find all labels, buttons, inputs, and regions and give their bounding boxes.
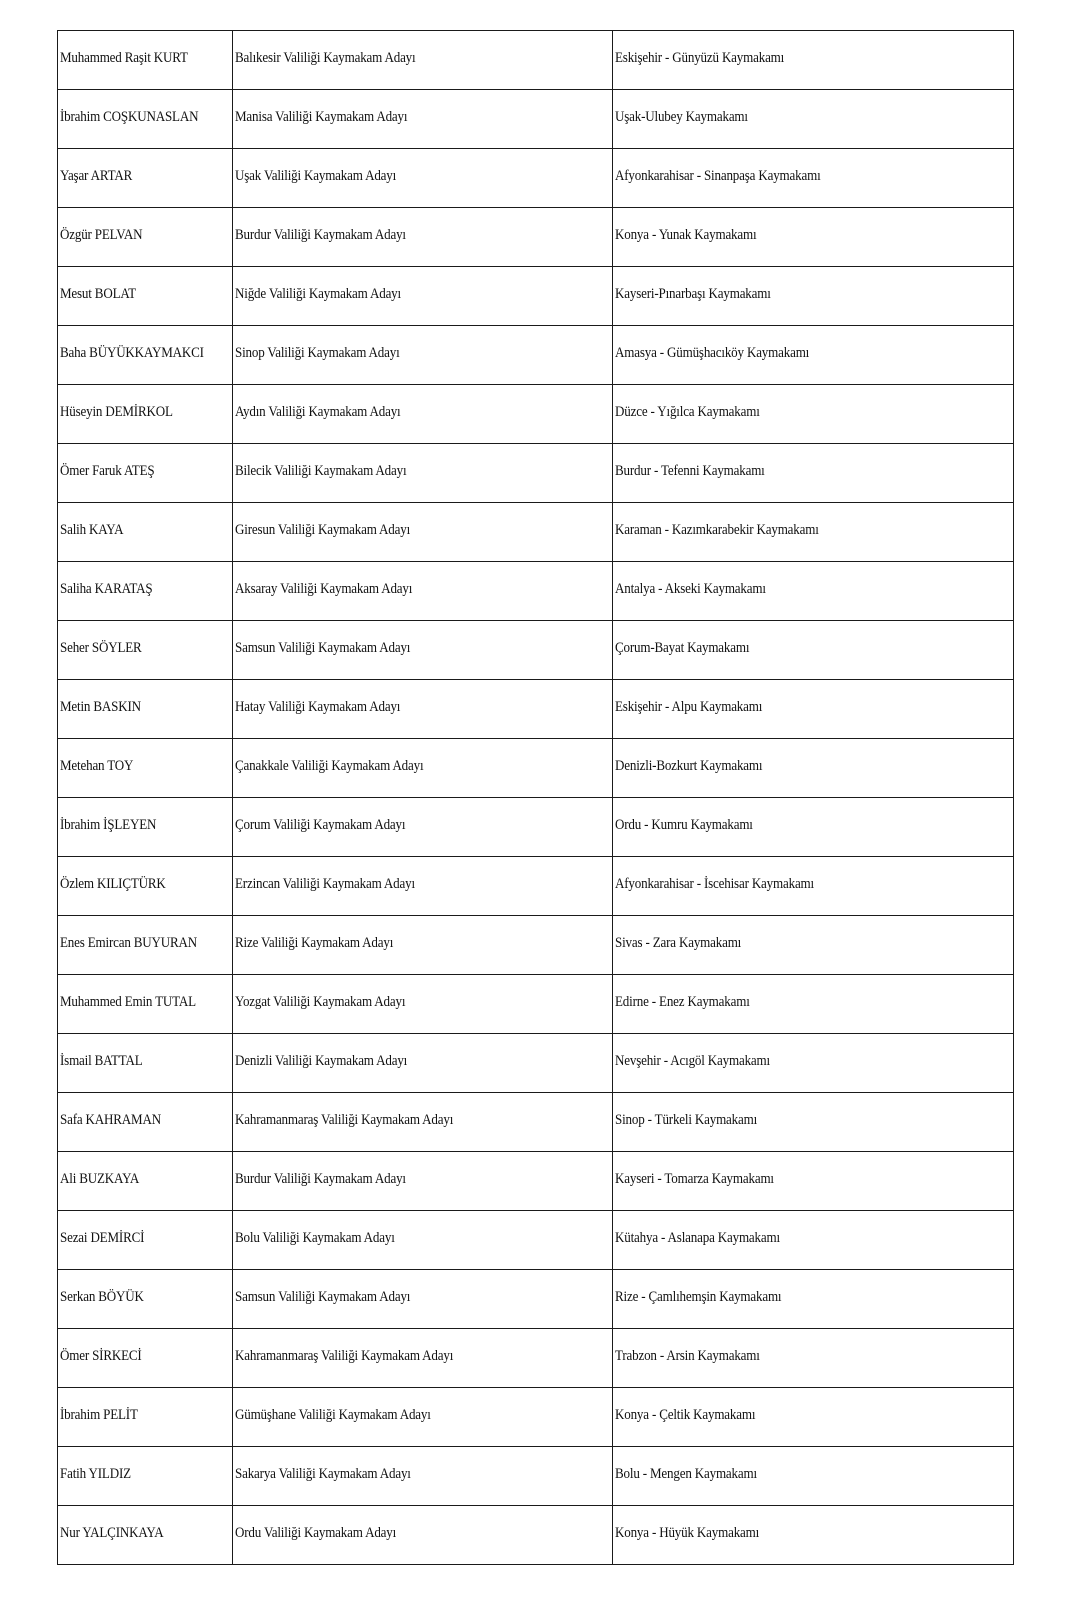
name-cell: [58, 680, 233, 739]
table-row: [58, 31, 1014, 90]
name-text: Özgür PELVAN: [60, 226, 143, 243]
table-row: [58, 503, 1014, 562]
current-position-cell: [233, 1270, 613, 1329]
name-text: Sezai DEMİRCİ: [60, 1229, 145, 1246]
new-assignment-text: Nevşehir - Acıgöl Kaymakamı: [615, 1052, 770, 1069]
new-assignment-text: Konya - Çeltik Kaymakamı: [615, 1406, 756, 1423]
new-assignment-text: Konya - Yunak Kaymakamı: [615, 226, 757, 243]
current-position-text: Giresun Valiliği Kaymakam Adayı: [235, 521, 411, 538]
current-position-cell: [233, 857, 613, 916]
name-cell: [58, 562, 233, 621]
name-cell: [58, 857, 233, 916]
name-cell: [58, 385, 233, 444]
name-text: Salih KAYA: [60, 521, 124, 538]
current-position-cell: [233, 1388, 613, 1447]
new-assignment-cell: [613, 680, 1014, 739]
current-position-text: Manisa Valiliği Kaymakam Adayı: [235, 108, 408, 125]
name-text: Ömer Faruk ATEŞ: [60, 462, 155, 479]
name-text: Hüseyin DEMİRKOL: [60, 403, 173, 420]
current-position-text: Bilecik Valiliği Kaymakam Adayı: [235, 462, 407, 479]
name-cell: [58, 326, 233, 385]
name-text: Serkan BÖYÜK: [60, 1288, 144, 1305]
name-text: Nur YALÇINKAYA: [60, 1524, 164, 1541]
name-text: Metehan TOY: [60, 757, 134, 774]
current-position-text: Bolu Valiliği Kaymakam Adayı: [235, 1229, 395, 1246]
current-position-text: Balıkesir Valiliği Kaymakam Adayı: [235, 49, 416, 66]
name-text: İbrahim COŞKUNASLAN: [60, 108, 199, 125]
current-position-text: Samsun Valiliği Kaymakam Adayı: [235, 1288, 411, 1305]
new-assignment-text: Denizli-Bozkurt Kaymakamı: [615, 757, 763, 774]
table-row: [58, 444, 1014, 503]
new-assignment-cell: [613, 857, 1014, 916]
name-text: Saliha KARATAŞ: [60, 580, 153, 597]
name-text: Baha BÜYÜKKAYMAKCI: [60, 344, 204, 361]
current-position-text: Kahramanmaraş Valiliği Kaymakam Adayı: [235, 1347, 454, 1364]
new-assignment-text: Eskişehir - Alpu Kaymakamı: [615, 698, 763, 715]
name-cell: [58, 267, 233, 326]
name-cell: [58, 1329, 233, 1388]
current-position-text: Erzincan Valiliği Kaymakam Adayı: [235, 875, 415, 892]
name-text: Yaşar ARTAR: [60, 167, 133, 184]
current-position-cell: [233, 975, 613, 1034]
table-row: [58, 1034, 1014, 1093]
table-row: [58, 149, 1014, 208]
new-assignment-cell: [613, 739, 1014, 798]
new-assignment-cell: [613, 1388, 1014, 1447]
table-row: [58, 739, 1014, 798]
name-text: Safa KAHRAMAN: [60, 1111, 161, 1128]
current-position-text: Ordu Valiliği Kaymakam Adayı: [235, 1524, 397, 1541]
current-position-text: Burdur Valiliği Kaymakam Adayı: [235, 226, 406, 243]
table-row: [58, 1152, 1014, 1211]
name-cell: [58, 1388, 233, 1447]
name-cell: [58, 208, 233, 267]
name-text: Enes Emircan BUYURAN: [60, 934, 198, 951]
new-assignment-cell: [613, 385, 1014, 444]
new-assignment-text: Amasya - Gümüşhacıköy Kaymakamı: [615, 344, 810, 361]
current-position-text: Sinop Valiliği Kaymakam Adayı: [235, 344, 400, 361]
new-assignment-cell: [613, 208, 1014, 267]
name-cell: [58, 1211, 233, 1270]
new-assignment-cell: [613, 1270, 1014, 1329]
current-position-text: Rize Valiliği Kaymakam Adayı: [235, 934, 394, 951]
table-row: [58, 267, 1014, 326]
current-position-text: Aksaray Valiliği Kaymakam Adayı: [235, 580, 413, 597]
current-position-cell: [233, 208, 613, 267]
name-text: Mesut BOLAT: [60, 285, 136, 302]
name-cell: [58, 503, 233, 562]
name-cell: [58, 1034, 233, 1093]
name-cell: [58, 798, 233, 857]
name-cell: [58, 149, 233, 208]
current-position-text: Burdur Valiliği Kaymakam Adayı: [235, 1170, 406, 1187]
table-row: [58, 1388, 1014, 1447]
current-position-cell: [233, 1034, 613, 1093]
table-row: [58, 385, 1014, 444]
current-position-cell: [233, 1152, 613, 1211]
name-text: Özlem KILIÇTÜRK: [60, 875, 166, 892]
new-assignment-text: Düzce - Yığılca Kaymakamı: [615, 403, 760, 420]
table-row: [58, 1506, 1014, 1565]
new-assignment-text: Trabzon - Arsin Kaymakamı: [615, 1347, 760, 1364]
current-position-cell: [233, 1093, 613, 1152]
current-position-text: Hatay Valiliği Kaymakam Adayı: [235, 698, 401, 715]
table-row: [58, 975, 1014, 1034]
appointments-table-body: [58, 31, 1014, 1565]
table-row: [58, 1093, 1014, 1152]
current-position-cell: [233, 90, 613, 149]
new-assignment-cell: [613, 444, 1014, 503]
appointments-table: [57, 30, 1014, 1565]
new-assignment-text: Rize - Çamlıhemşin Kaymakamı: [615, 1288, 782, 1305]
new-assignment-cell: [613, 1034, 1014, 1093]
table-row: [58, 680, 1014, 739]
new-assignment-text: Sivas - Zara Kaymakamı: [615, 934, 742, 951]
new-assignment-text: Edirne - Enez Kaymakamı: [615, 993, 750, 1010]
name-text: İbrahim İŞLEYEN: [60, 816, 157, 833]
table-row: [58, 326, 1014, 385]
new-assignment-text: Afyonkarahisar - İscehisar Kaymakamı: [615, 875, 814, 892]
name-text: Ali BUZKAYA: [60, 1170, 140, 1187]
name-text: Fatih YILDIZ: [60, 1465, 131, 1482]
name-cell: [58, 90, 233, 149]
current-position-text: Çorum Valiliği Kaymakam Adayı: [235, 816, 406, 833]
name-text: İbrahim PELİT: [60, 1406, 138, 1423]
table-row: [58, 1447, 1014, 1506]
current-position-text: Çanakkale Valiliği Kaymakam Adayı: [235, 757, 424, 774]
table-row: [58, 798, 1014, 857]
new-assignment-cell: [613, 326, 1014, 385]
name-text: Metin BASKIN: [60, 698, 141, 715]
new-assignment-cell: [613, 1329, 1014, 1388]
table-row: [58, 857, 1014, 916]
name-text: Seher SÖYLER: [60, 639, 142, 656]
new-assignment-cell: [613, 1447, 1014, 1506]
name-text: Muhammed Emin TUTAL: [60, 993, 196, 1010]
new-assignment-text: Antalya - Akseki Kaymakamı: [615, 580, 766, 597]
current-position-text: Sakarya Valiliği Kaymakam Adayı: [235, 1465, 411, 1482]
new-assignment-text: Konya - Hüyük Kaymakamı: [615, 1524, 760, 1541]
current-position-text: Yozgat Valiliği Kaymakam Adayı: [235, 993, 406, 1010]
current-position-cell: [233, 267, 613, 326]
current-position-cell: [233, 680, 613, 739]
new-assignment-text: Uşak-Ulubey Kaymakamı: [615, 108, 748, 125]
new-assignment-cell: [613, 503, 1014, 562]
new-assignment-cell: [613, 975, 1014, 1034]
table-row: [58, 90, 1014, 149]
current-position-text: Kahramanmaraş Valiliği Kaymakam Adayı: [235, 1111, 454, 1128]
new-assignment-text: Karaman - Kazımkarabekir Kaymakamı: [615, 521, 819, 538]
new-assignment-cell: [613, 31, 1014, 90]
new-assignment-cell: [613, 1211, 1014, 1270]
name-cell: [58, 916, 233, 975]
current-position-text: Samsun Valiliği Kaymakam Adayı: [235, 639, 411, 656]
new-assignment-text: Kayseri-Pınarbaşı Kaymakamı: [615, 285, 771, 302]
current-position-cell: [233, 562, 613, 621]
current-position-text: Uşak Valiliği Kaymakam Adayı: [235, 167, 397, 184]
new-assignment-cell: [613, 1506, 1014, 1565]
table-row: [58, 562, 1014, 621]
new-assignment-cell: [613, 798, 1014, 857]
new-assignment-text: Eskişehir - Günyüzü Kaymakamı: [615, 49, 785, 66]
new-assignment-cell: [613, 1093, 1014, 1152]
current-position-cell: [233, 1447, 613, 1506]
name-cell: [58, 975, 233, 1034]
new-assignment-text: Afyonkarahisar - Sinanpaşa Kaymakamı: [615, 167, 821, 184]
new-assignment-cell: [613, 916, 1014, 975]
new-assignment-cell: [613, 1152, 1014, 1211]
new-assignment-text: Burdur - Tefenni Kaymakamı: [615, 462, 765, 479]
name-text: İsmail BATTAL: [60, 1052, 143, 1069]
table-row: [58, 1329, 1014, 1388]
current-position-cell: [233, 1329, 613, 1388]
name-cell: [58, 621, 233, 680]
name-text: Muhammed Raşit KURT: [60, 49, 188, 66]
current-position-cell: [233, 1211, 613, 1270]
current-position-cell: [233, 326, 613, 385]
current-position-cell: [233, 503, 613, 562]
name-cell: [58, 31, 233, 90]
name-text: Ömer SİRKECİ: [60, 1347, 142, 1364]
name-cell: [58, 444, 233, 503]
table-row: [58, 208, 1014, 267]
name-cell: [58, 739, 233, 798]
name-cell: [58, 1093, 233, 1152]
current-position-cell: [233, 739, 613, 798]
new-assignment-cell: [613, 90, 1014, 149]
table-row: [58, 1270, 1014, 1329]
table-row: [58, 916, 1014, 975]
current-position-cell: [233, 149, 613, 208]
table-row: [58, 621, 1014, 680]
name-cell: [58, 1270, 233, 1329]
new-assignment-cell: [613, 267, 1014, 326]
new-assignment-text: Sinop - Türkeli Kaymakamı: [615, 1111, 758, 1128]
new-assignment-cell: [613, 562, 1014, 621]
current-position-cell: [233, 621, 613, 680]
current-position-text: Niğde Valiliği Kaymakam Adayı: [235, 285, 401, 302]
new-assignment-text: Çorum-Bayat Kaymakamı: [615, 639, 750, 656]
current-position-cell: [233, 798, 613, 857]
current-position-cell: [233, 31, 613, 90]
name-cell: [58, 1506, 233, 1565]
new-assignment-text: Kütahya - Aslanapa Kaymakamı: [615, 1229, 780, 1246]
current-position-cell: [233, 385, 613, 444]
current-position-text: Denizli Valiliği Kaymakam Adayı: [235, 1052, 408, 1069]
current-position-cell: [233, 1506, 613, 1565]
new-assignment-text: Ordu - Kumru Kaymakamı: [615, 816, 753, 833]
new-assignment-text: Kayseri - Tomarza Kaymakamı: [615, 1170, 774, 1187]
new-assignment-text: Bolu - Mengen Kaymakamı: [615, 1465, 757, 1482]
name-cell: [58, 1152, 233, 1211]
current-position-text: Gümüşhane Valiliği Kaymakam Adayı: [235, 1406, 431, 1423]
current-position-cell: [233, 444, 613, 503]
current-position-text: Aydın Valiliği Kaymakam Adayı: [235, 403, 401, 420]
name-cell: [58, 1447, 233, 1506]
new-assignment-cell: [613, 621, 1014, 680]
current-position-cell: [233, 916, 613, 975]
table-row: [58, 1211, 1014, 1270]
new-assignment-cell: [613, 149, 1014, 208]
